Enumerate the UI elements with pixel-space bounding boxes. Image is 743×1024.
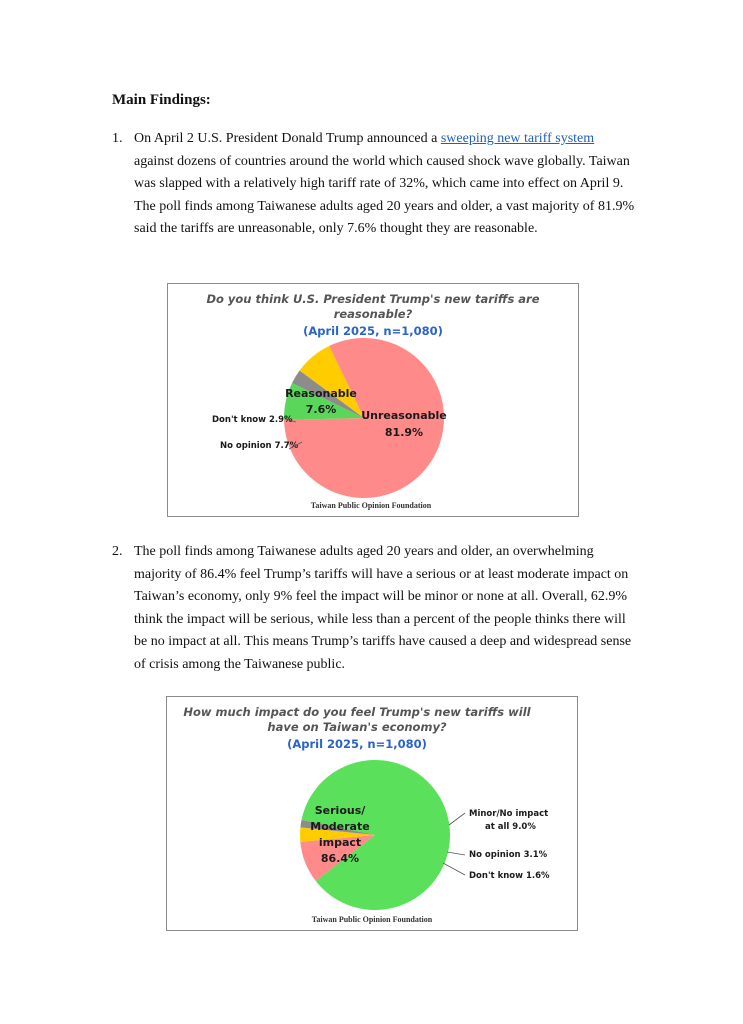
chart-subtitle: (April 2025, n=1,080) [287, 737, 427, 751]
leader-line [443, 863, 465, 875]
pie-chart-impact [167, 697, 577, 930]
slice-label-serious: impact [318, 836, 362, 849]
chart-title-line: have on Taiwan's economy? [267, 720, 447, 734]
chart-source: Taiwan Public Opinion Foundation [311, 915, 433, 924]
slice-value-serious: 86.4% [320, 852, 360, 865]
leader-line [449, 813, 465, 825]
finding-text-part: against dozens of countries around the world which caused shock wave globally. Taiwan was slapped with a relatively high tariff rate of 32%, which came into effect on April 9. The poll finds among Taiwanese adults aged 20 years and older, a vast majority of 81.9% said the tariffs are unreasonable, only 7.6% thought they are reasonable. [134, 153, 635, 236]
leader-line [447, 852, 465, 855]
tariff-system-link[interactable]: sweeping new tariff system [440, 131, 595, 146]
chart-source: Taiwan Public Opinion Foundation [310, 501, 432, 510]
pie-chart-reasonable [168, 284, 578, 517]
chart-title-line: How much impact do you feel Trump's new tariffs will [183, 705, 531, 719]
chart-title-line: reasonable? [333, 307, 413, 321]
slice-label-unreasonable: Unreasonable [361, 409, 447, 422]
slice-label-serious: Serious/ [314, 804, 366, 817]
slice-label-minor: Minor/No impact [469, 809, 549, 819]
finding-text-part: On April 2 U.S. President Donald Trump announced a [134, 131, 441, 146]
slice-label-reasonable: Reasonable [285, 387, 357, 400]
finding-text: The poll finds among Taiwanese adults aged 20 years and older, an overwhelming majority of 86.4% feel Trump’s tariffs will have a serious or at least moderate impact on Taiwan’s economy, only 9% feel the impact will be minor or none at all. Overall, 62.9% think the impact will be serious, while less than a percent of the people thinks there will be no impact at all. This means Trump’s tariffs have caused a deep and widespread sense of crisis among the Taiwanese public. [134, 544, 632, 672]
chart-subtitle: (April 2025, n=1,080) [303, 324, 443, 338]
slice-value-unreasonable: 81.9% [384, 426, 424, 439]
slice-label-dont-know: Don't know 1.6% [469, 871, 550, 881]
chart-impact [166, 696, 578, 931]
slice-label-serious: Moderate [310, 820, 370, 833]
finding-number: 2. [112, 544, 123, 559]
pie-slices [300, 760, 450, 910]
slice-label-minor: at all 9.0% [485, 822, 536, 832]
finding-1 [112, 128, 637, 241]
finding-number: 1. [112, 131, 123, 146]
finding-text [134, 128, 637, 241]
slice-label-no-opinion: No opinion 7.7% [220, 441, 299, 451]
chart-title-line: Do you think U.S. President Trump's new tariffs are [206, 292, 540, 306]
finding-2 [112, 541, 637, 676]
slice-value-reasonable: 7.6% [305, 403, 337, 416]
slice-label-dont-know: Don't know 2.9% [212, 415, 293, 425]
section-heading: Main Findings: [112, 92, 211, 108]
chart-reasonable [167, 283, 579, 517]
slice-label-no-opinion: No opinion 3.1% [469, 850, 548, 860]
